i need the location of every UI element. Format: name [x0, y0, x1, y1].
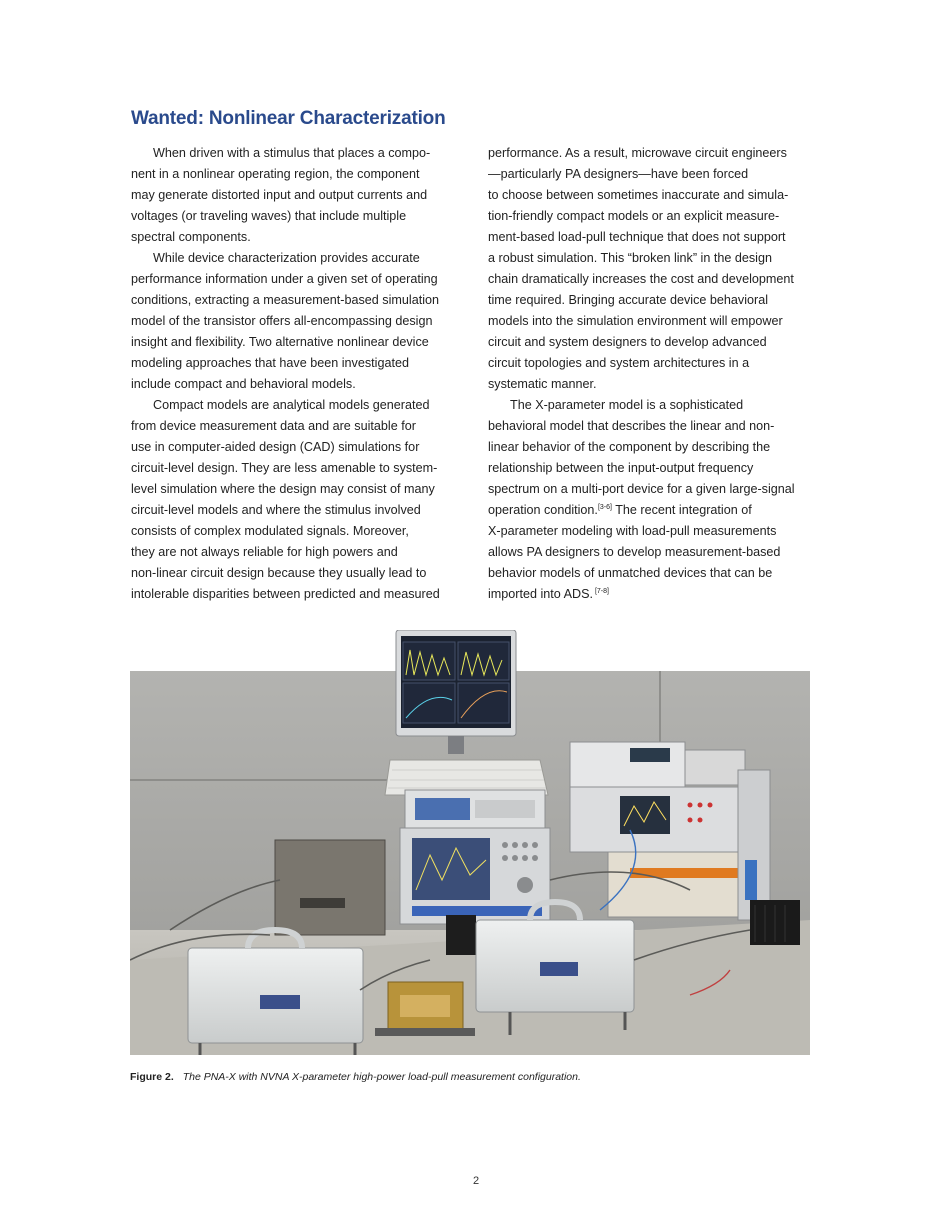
text-fragment: operation condition. — [488, 503, 598, 517]
text-line: behavioral model that describes the linear and non- — [488, 419, 775, 433]
paragraph-4 — [488, 143, 818, 395]
text-line: ment-based load-pull technique that does not support — [488, 230, 786, 244]
text-line: Compact models are analytical models generated — [153, 398, 430, 412]
text-line: they are not always reliable for high powers and — [131, 545, 398, 559]
text-line: circuit and system designers to develop advanced — [488, 335, 767, 349]
text-line: When driven with a stimulus that places a compo- — [153, 146, 431, 160]
text-fragment: imported into ADS. — [488, 587, 593, 601]
text-line: voltages (or traveling waves) that include multiple — [131, 209, 407, 223]
figure-caption-text: The PNA-X with NVNA X-parameter high-power load-pull measurement configuration. — [182, 1071, 581, 1083]
text-line: level simulation where the design may consist of many — [131, 482, 435, 496]
text-line: time required. Bringing accurate device behavioral — [488, 293, 769, 307]
text-line: from device measurement data and are suitable for — [131, 419, 416, 433]
text-line: allows PA designers to develop measurement-based — [488, 545, 781, 559]
text-line: chain dramatically increases the cost and development — [488, 272, 794, 286]
text-line: linear behavior of the component by describing the — [488, 440, 771, 454]
figure-label: Figure 2. — [130, 1071, 174, 1083]
text-line: include compact and behavioral models. — [131, 377, 356, 391]
text-line: relationship between the input-output frequency — [488, 461, 754, 475]
text-line: behavior models of unmatched devices that can be — [488, 566, 773, 580]
page-number: 2 — [472, 1175, 480, 1187]
text-line: insight and flexibility. Two alternative nonlinear device — [131, 335, 429, 349]
text-line: tion-friendly compact models or an explicit measure- — [488, 209, 780, 223]
text-line: circuit-level models and where the stimulus involved — [131, 503, 421, 517]
text-fragment: The recent integration of — [611, 503, 752, 517]
text-line: to choose between sometimes inaccurate and simula- — [488, 188, 789, 202]
left-column — [131, 143, 461, 605]
paragraph-5 — [488, 395, 818, 605]
text-line: —particularly PA designers—have been forced — [488, 167, 749, 181]
text-line: X-parameter modeling with load-pull measurements — [488, 524, 777, 538]
paragraph-3 — [131, 395, 461, 605]
text-line: While device characterization provides accurate — [153, 251, 420, 265]
text-line: The X-parameter model is a sophisticated — [510, 398, 744, 412]
text-line: performance information under a given set of operating — [131, 272, 438, 286]
text-line: use in computer-aided design (CAD) simulations for — [131, 440, 420, 454]
text-line: systematic manner. — [488, 377, 597, 391]
text-line — [488, 500, 818, 521]
citation-ref: [7-8] — [593, 588, 609, 595]
text-line: a robust simulation. This “broken link” in the design — [488, 251, 772, 265]
paragraph-1 — [131, 143, 461, 248]
text-line: circuit topologies and system architectures in a — [488, 356, 750, 370]
text-line: conditions, extracting a measurement-based simulation — [131, 293, 440, 307]
text-line: may generate distorted input and output currents and — [131, 188, 428, 202]
right-column — [488, 143, 818, 605]
text-line: model of the transistor offers all-encompassing design — [131, 314, 433, 328]
text-line: consists of complex modulated signals. Moreover, — [131, 524, 409, 538]
figure-caption — [130, 1071, 581, 1083]
text-line: nent in a nonlinear operating region, the component — [131, 167, 420, 181]
citation-ref: [3-6] — [597, 504, 612, 511]
lab-setup-photo — [130, 630, 810, 1055]
text-line: modeling approaches that have been investigated — [131, 356, 409, 370]
text-line: non-linear circuit design because they usually lead to — [131, 566, 427, 580]
paragraph-2 — [131, 248, 461, 395]
text-line: performance. As a result, microwave circuit engineers — [488, 146, 787, 160]
text-line: spectral components. — [131, 230, 251, 244]
text-line: models into the simulation environment will empower — [488, 314, 783, 328]
section-heading: Wanted: Nonlinear Characterization — [131, 108, 446, 129]
text-line: intolerable disparities between predicted and measured — [131, 587, 440, 601]
text-line — [488, 584, 818, 605]
text-line: circuit-level design. They are less amenable to system- — [131, 461, 438, 475]
text-line: spectrum on a multi-port device for a given large-signal — [488, 482, 795, 496]
